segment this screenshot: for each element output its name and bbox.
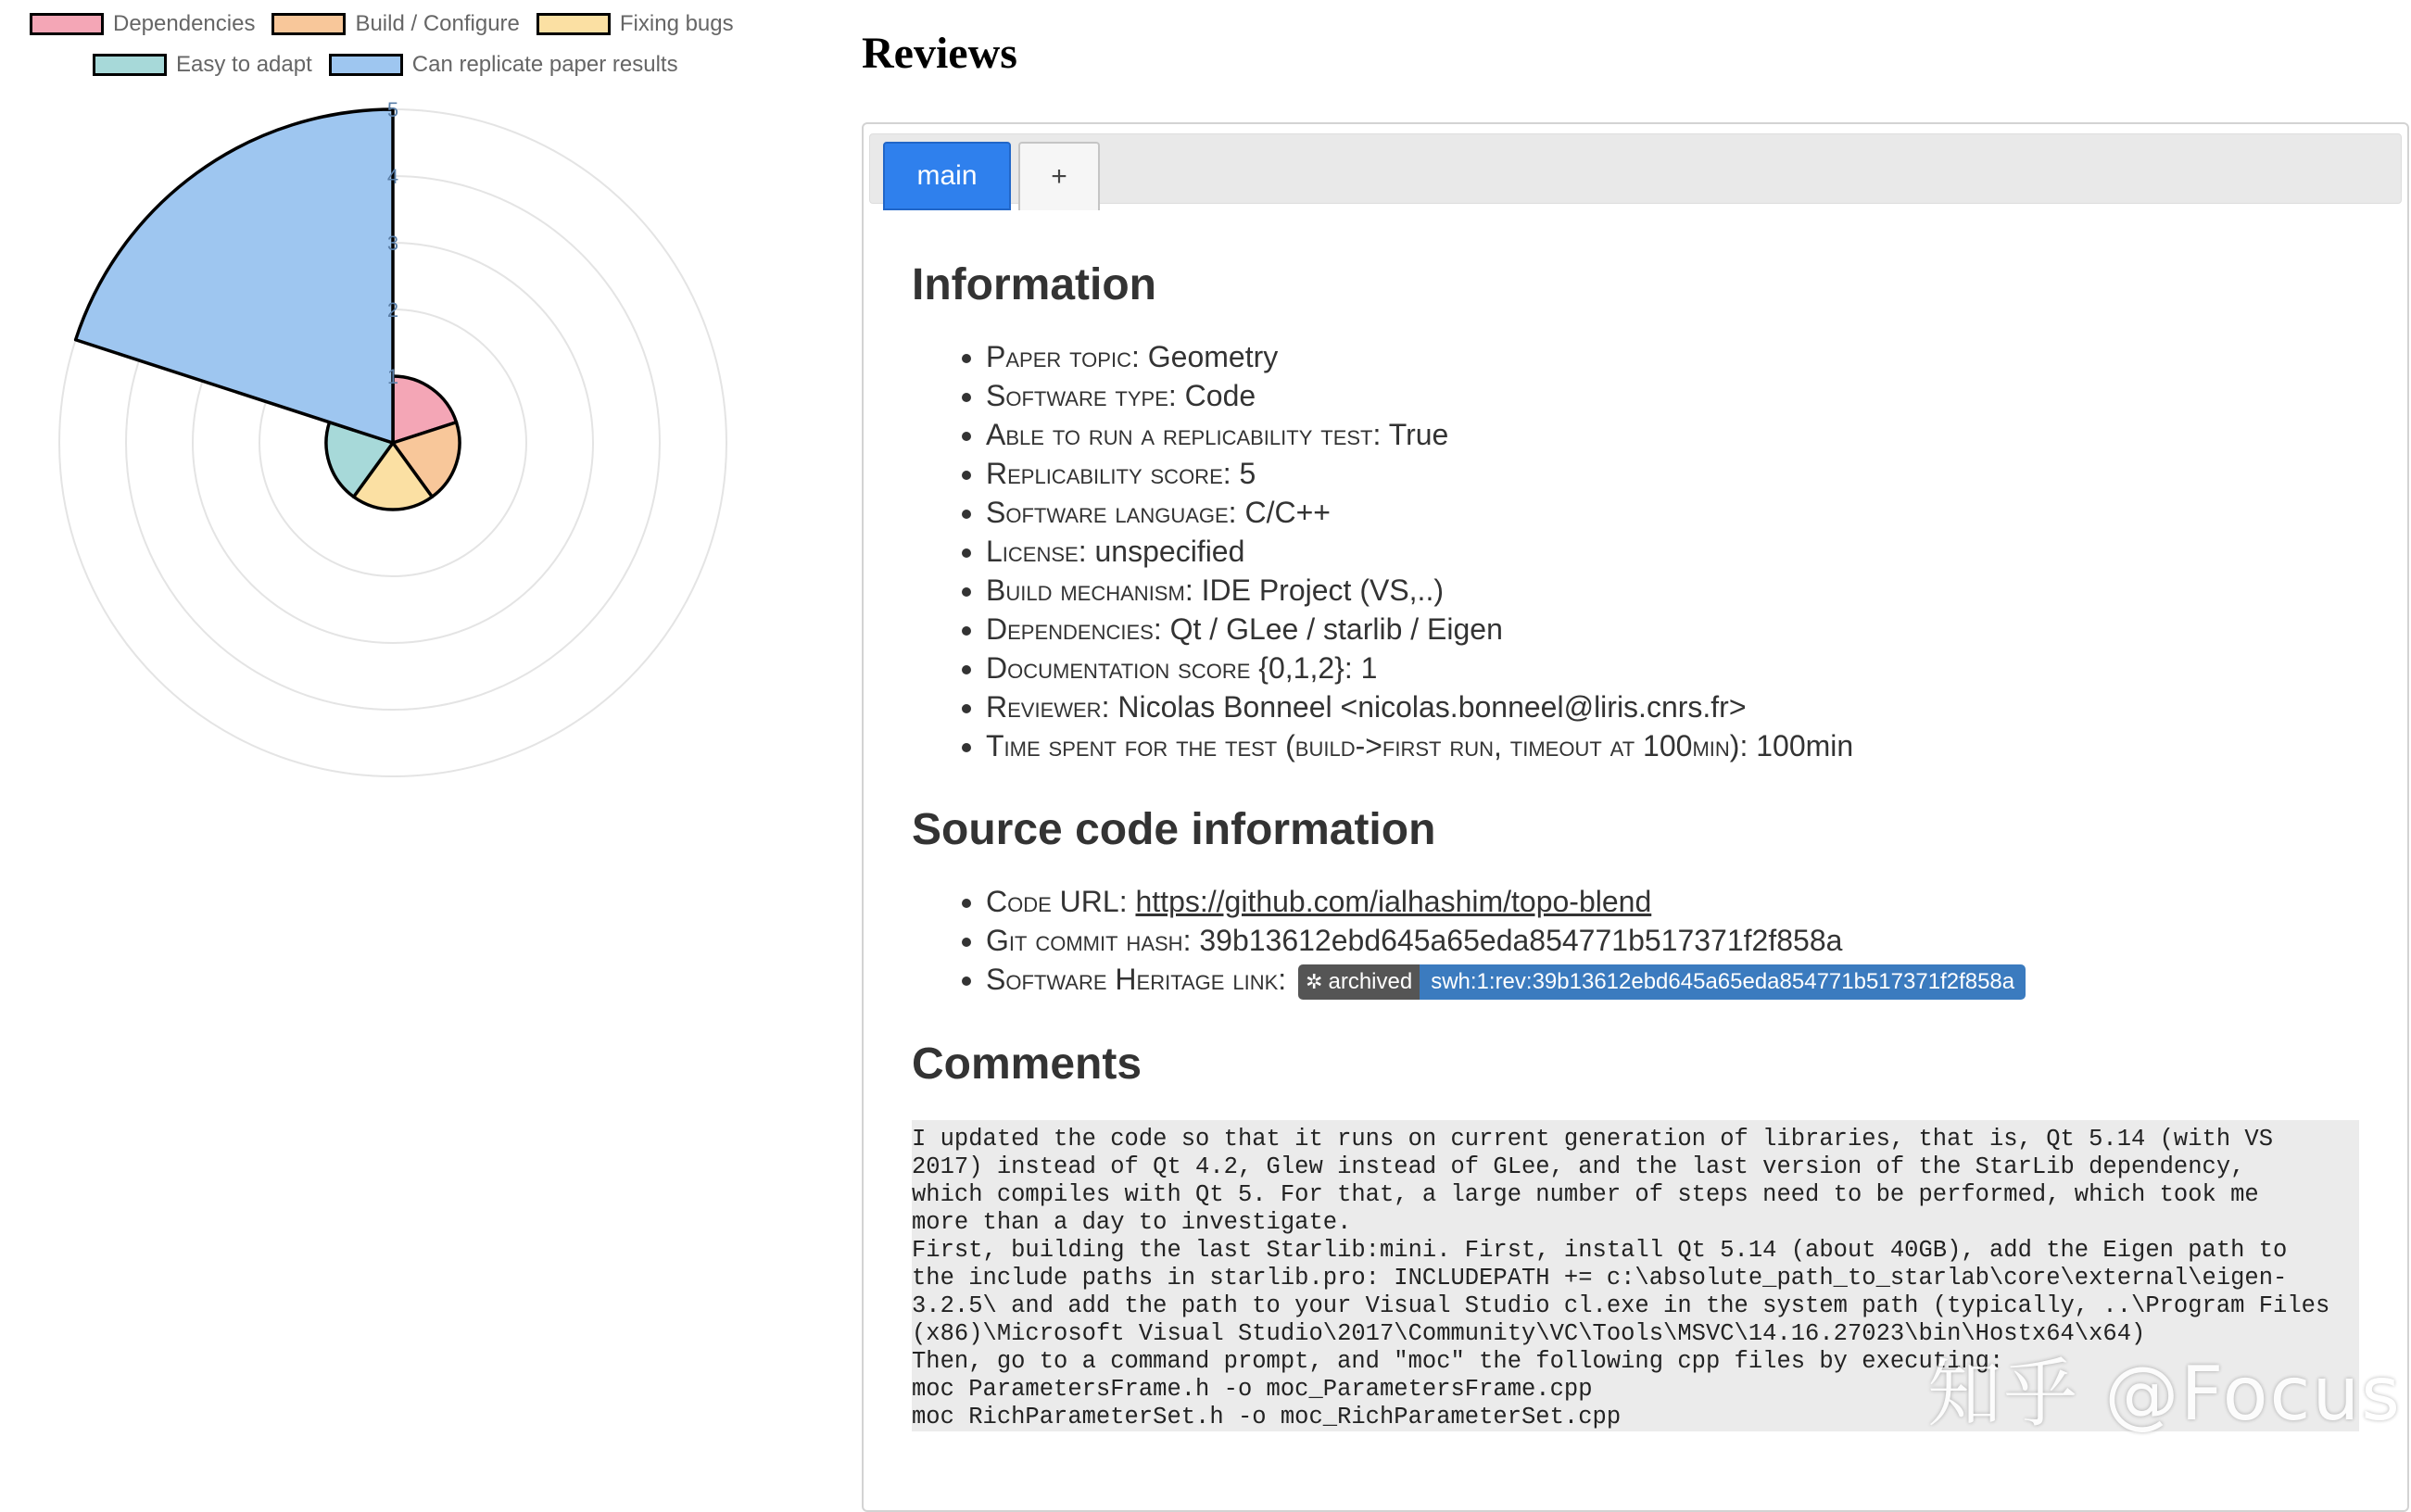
legend-item-fixing-bugs[interactable]: [536, 11, 734, 37]
info-key: Able to run a replicability test: [986, 418, 1373, 451]
info-key: Software Heritage link: [986, 963, 1279, 996]
software-heritage-icon: ✲: [1306, 969, 1323, 993]
reviews-heading: Reviews: [862, 29, 1017, 78]
legend-label: Easy to adapt: [176, 52, 312, 77]
legend-item-can-replicate[interactable]: [329, 52, 678, 78]
info-key: Software type: [986, 379, 1168, 412]
comments-title: Comments: [912, 1039, 1142, 1089]
legend-label: Can replicate paper results: [411, 52, 678, 77]
legend-row-2: [93, 52, 695, 78]
info-value: 1: [1360, 651, 1378, 685]
list-item: • Code URL: https://github.com/ialhashim/topo-blend: [986, 882, 2376, 921]
list-item: • Git commit hash: 39b13612ebd645a65eda854771b517371f2f858a: [986, 921, 2376, 960]
info-key: Time spent for the test (build->first run, timeout at 100min): [986, 729, 1740, 762]
info-value: Geometry: [1147, 340, 1279, 373]
info-key: Git commit hash: [986, 924, 1183, 957]
info-value: unspecified: [1094, 535, 1245, 568]
info-value: Nicolas Bonneel <nicolas.bonneel@liris.cnrs.fr>: [1117, 690, 1747, 724]
legend-swatch: [93, 54, 167, 76]
legend-swatch: [329, 54, 403, 76]
list-item: • License: unspecified: [986, 532, 2376, 571]
info-key: Reviewer: [986, 690, 1102, 724]
watermark: 知乎 @Focus: [1927, 1351, 2402, 1437]
info-key: Replicability score: [986, 457, 1223, 490]
software-heritage-badge[interactable]: [1298, 964, 2026, 1000]
list-item: • Replicability score: 5: [986, 454, 2376, 493]
radial-tick-label: 2: [386, 298, 399, 321]
info-key: Code URL: [986, 885, 1119, 918]
list-item: • Dependencies: Qt / GLee / starlib / Eigen: [986, 610, 2376, 649]
git-hash-value: 39b13612ebd645a65eda854771b517371f2f858a: [1199, 924, 1843, 957]
swh-badge-left: [1298, 964, 1420, 1000]
list-item: • Software Heritage link: ✲ archived swh:1:rev:39b13612ebd645a65eda854771b517371f2f858a: [986, 960, 2376, 1000]
swh-id-label: swh:1:rev:39b13612ebd645a65eda854771b517371f2f858a: [1420, 964, 2026, 1000]
review-content: [912, 260, 2376, 1431]
comments-text: I updated the code so that it runs on current generation of libraries, that is, Qt 5.14 (with VS 2017) instead of Qt 4.2, Glew instead of GLee, and the last version of the StarLib dependency, which compiles with Qt 5. For that, a large number of steps need to be performed, which took me more than a day to investigate. First, building the last Starlib:mini. First, install Qt 5.14 (about 40GB), add the Eigen path to the include paths in starlib.pro: INCLUDEPATH += c:\absolute_path_to_starlab\core\external\eigen- 3.2.5\ and add the path to your Visual Studio cl.exe in the system path (typically, ..\Program Files (x86)\Microsoft Visual Studio\2017\Community\VC\Tools\MSVC\14.16.27023\bin\Hostx64\x64) Then, go to a command prompt, and "moc" the following cpp files by executing: moc ParametersFrame.h -o moc_ParametersFrame.cpp moc RichParameterSet.h -o moc_RichParameterSet.cpp: [912, 1120, 2359, 1431]
list-item: • Software type: Code: [986, 376, 2376, 415]
legend-label: Fixing bugs: [619, 11, 734, 36]
list-item: • Documentation score {0,1,2}: 1: [986, 649, 2376, 687]
info-key: Dependencies: [986, 612, 1154, 646]
legend-item-build-configure[interactable]: [271, 11, 519, 37]
info-value: Code: [1184, 379, 1256, 412]
radial-tick-label: 3: [386, 232, 399, 255]
source-code-list: [912, 882, 2376, 1000]
list-item: • Paper topic: Geometry: [986, 337, 2376, 376]
info-key: Documentation score {0,1,2}: [986, 651, 1344, 685]
swh-archived-label: archived: [1328, 968, 1413, 994]
legend-item-dependencies[interactable]: [30, 11, 255, 37]
info-value: 5: [1239, 457, 1256, 490]
list-item: • Time spent for the test (build->first run, timeout at 100min): 100min: [986, 726, 2376, 765]
legend-swatch: [536, 13, 611, 35]
list-item: • Software language: C/C++: [986, 493, 2376, 532]
polar-area-chart: [0, 83, 797, 806]
information-title: Information: [912, 260, 1156, 309]
info-value: Qt / GLee / starlib / Eigen: [1169, 612, 1503, 646]
info-key: Paper topic: [986, 340, 1131, 373]
list-item: • Reviewer: Nicolas Bonneel <nicolas.bonneel@liris.cnrs.fr>: [986, 687, 2376, 726]
info-key: License: [986, 535, 1079, 568]
slice-can-replicate-paper-results[interactable]: [76, 109, 393, 443]
legend-label: Dependencies: [113, 11, 256, 36]
information-list: [912, 337, 2376, 765]
info-value: C/C++: [1244, 496, 1331, 529]
info-value: IDE Project (VS,..): [1201, 573, 1444, 607]
tab-main[interactable]: main: [883, 142, 1011, 210]
info-value: 100min: [1756, 729, 1854, 762]
tab-add-button[interactable]: +: [1018, 142, 1100, 210]
review-panel: [862, 122, 2409, 1512]
info-value: True: [1388, 418, 1449, 451]
info-key: Software language: [986, 496, 1229, 529]
list-item: • Able to run a replicability test: True: [986, 415, 2376, 454]
list-item: • Build mechanism: IDE Project (VS,..): [986, 571, 2376, 610]
legend-item-easy-to-adapt[interactable]: [93, 52, 312, 78]
legend-row-1: [30, 11, 751, 37]
source-code-title: Source code information: [912, 805, 1436, 854]
radial-tick-label: 4: [386, 165, 399, 188]
legend-swatch: [271, 13, 346, 35]
info-key: Build mechanism: [986, 573, 1185, 607]
legend-label: Build / Configure: [355, 11, 520, 36]
tab-bar: [869, 133, 2402, 204]
radial-tick-label: 5: [386, 98, 399, 121]
radial-tick-label: 1: [386, 365, 399, 388]
code-url-link[interactable]: https://github.com/ialhashim/topo-blend: [1135, 885, 1652, 918]
legend-swatch: [30, 13, 104, 35]
